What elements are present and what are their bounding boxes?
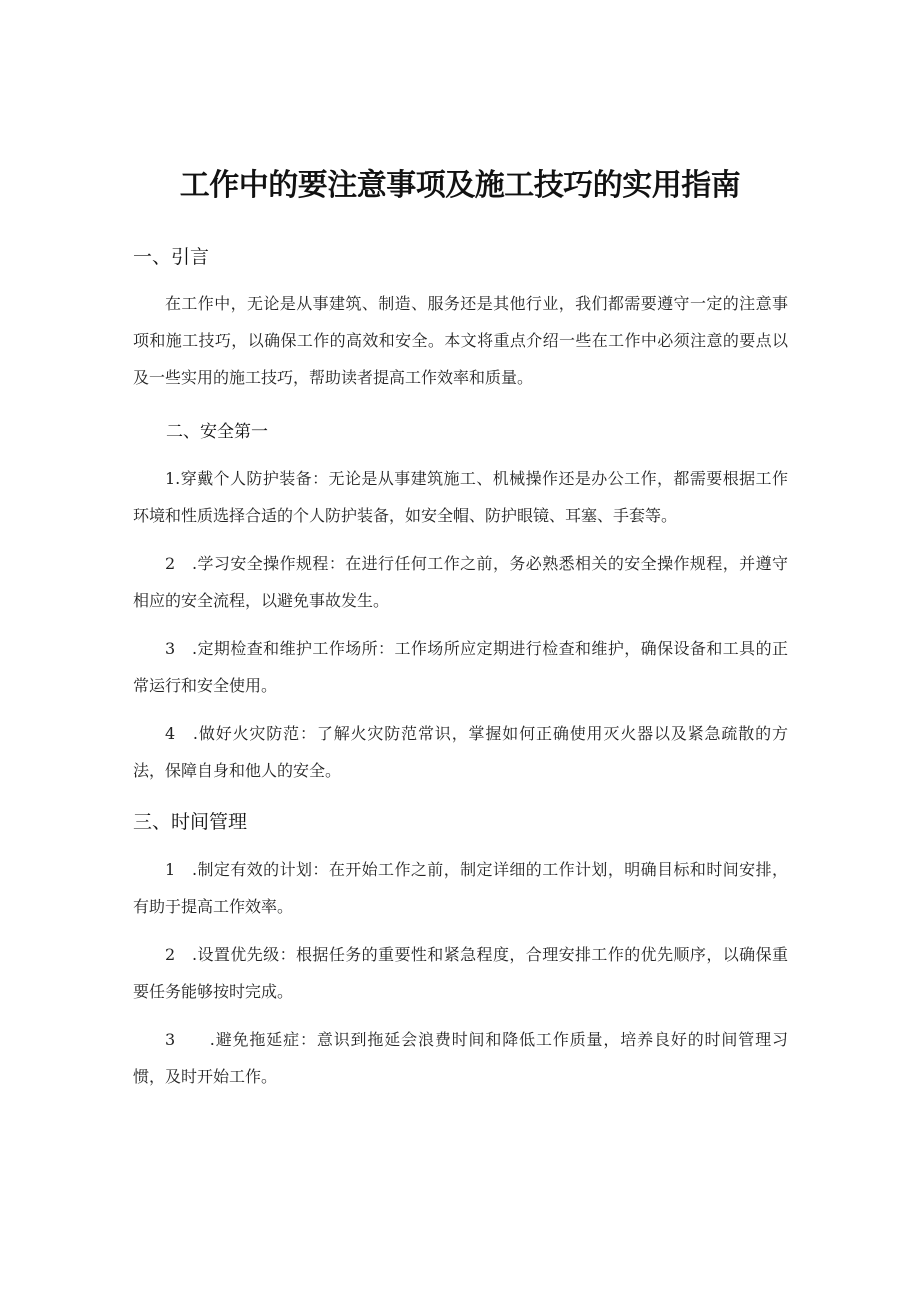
- safety-item-4: 4 .做好火灾防范：了解火灾防范常识，掌握如何正确使用灭火器以及紧急疏散的方法，保障自身和他人的安全。: [133, 724, 788, 780]
- time-item-3: 3 .避免拖延症：意识到拖延会浪费时间和降低工作质量，培养良好的时间管理习惯，及时开始工作。: [133, 1030, 788, 1086]
- section-heading-time: 三、时间管理: [133, 811, 248, 833]
- time-item-2: 2 .设置优先级：根据任务的重要性和紧急程度，合理安排工作的优先顺序，以确保重要任务能够按时完成。: [133, 945, 788, 1001]
- safety-item-3: 3 .定期检查和维护工作场所：工作场所应定期进行检查和维护，确保设备和工具的正常运行和安全使用。: [133, 639, 788, 695]
- time-item-1: 1 .制定有效的计划：在开始工作之前，制定详细的工作计划，明确目标和时间安排，有助于提高工作效率。: [133, 860, 788, 916]
- section-heading-intro: 一、引言: [133, 246, 210, 268]
- section-heading-safety: 二、安全第一: [166, 422, 268, 442]
- safety-item-2: 2 .学习安全操作规程：在进行任何工作之前，务必熟悉相关的安全操作规程，并遵守相应的安全流程，以避免事故发生。: [133, 554, 788, 610]
- document-title: 工作中的要注意事项及施工技巧的实用指南: [179, 168, 741, 203]
- safety-item-1: 1.穿戴个人防护装备：无论是从事建筑施工、机械操作还是办公工作，都需要根据工作环境和性质选择合适的个人防护装备，如安全帽、防护眼镜、耳塞、手套等。: [133, 469, 788, 525]
- intro-paragraph: 在工作中，无论是从事建筑、制造、服务还是其他行业，我们都需要遵守一定的注意事项和施工技巧，以确保工作的高效和安全。本文将重点介绍一些在工作中必须注意的要点以及一些实用的施工技巧，帮助读者提高工作效率和质量。: [133, 294, 788, 387]
